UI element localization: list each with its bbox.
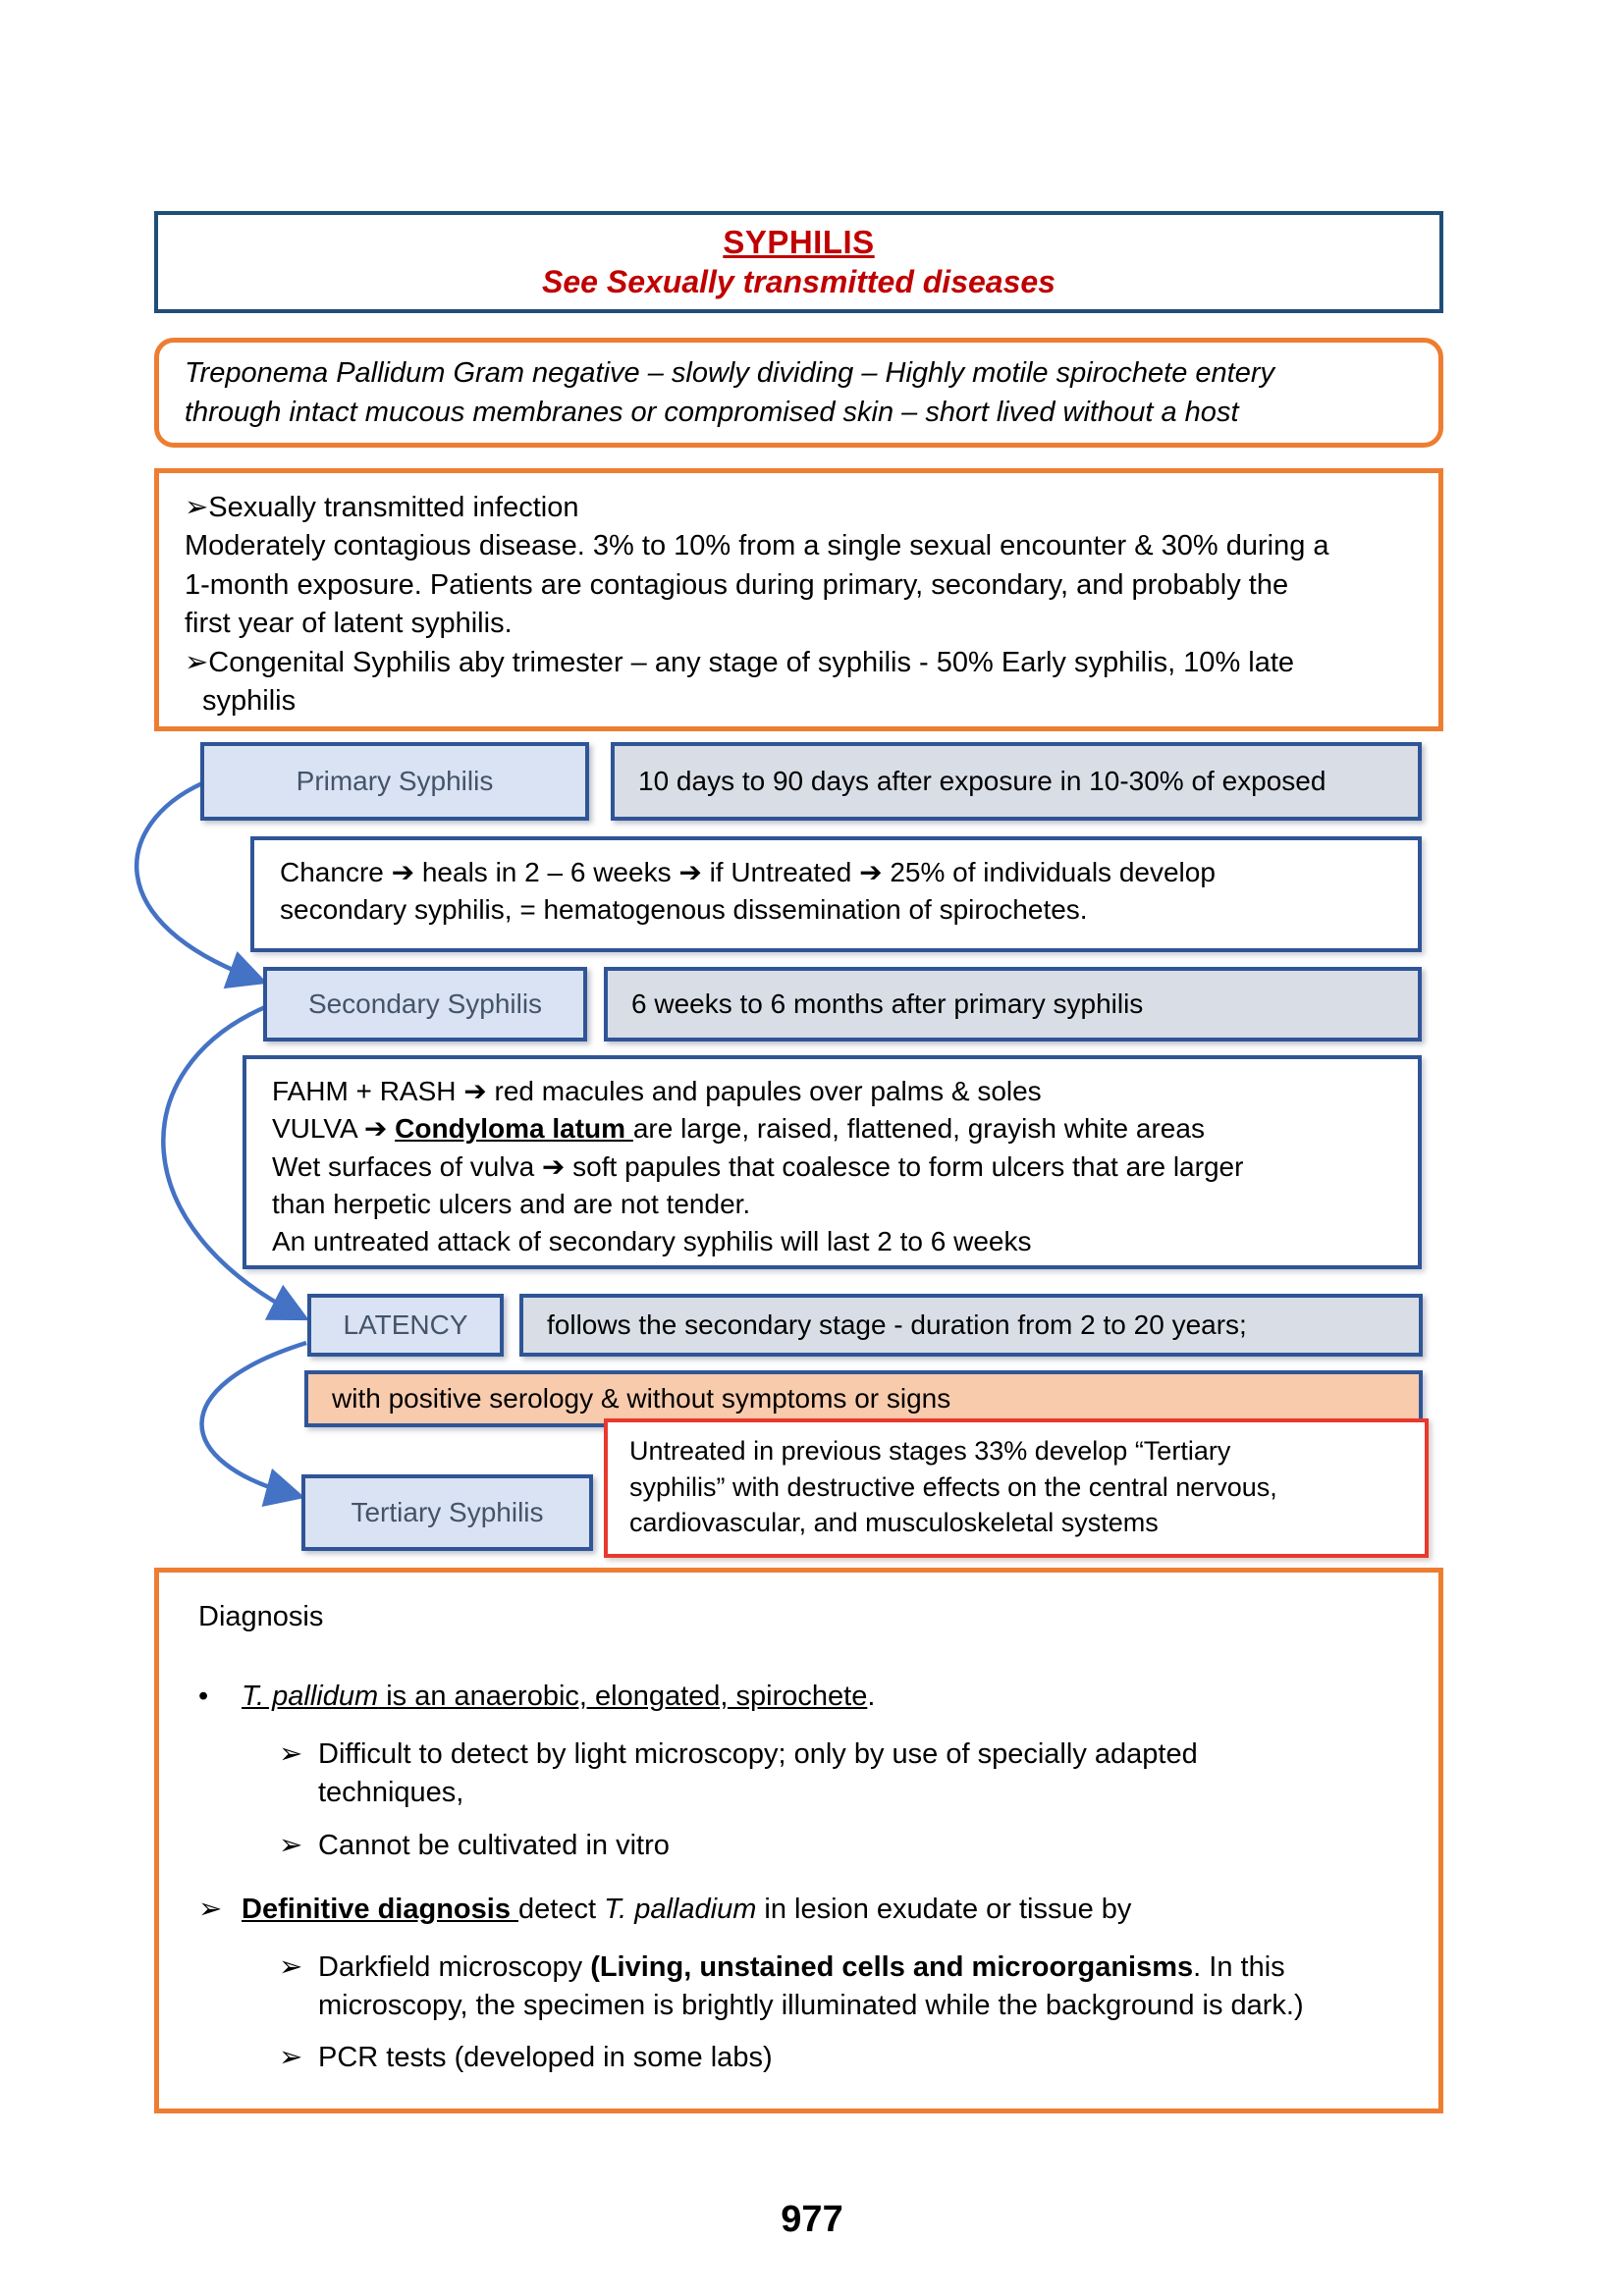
- stage-label-latency: [307, 1294, 504, 1357]
- primary-detail-text: Chancre ➔ heals in 2 – 6 weeks ➔ if Untreated ➔ 25% of individuals develop secondary syphilis, = hematogenous dissemination of spirochetes.: [280, 857, 1216, 926]
- page-title: SYPHILIS: [723, 224, 875, 260]
- dot-bullet-icon: •: [198, 1681, 209, 1713]
- stage-label-primary-syphilis: [200, 742, 589, 821]
- diagnosis-bullet-definitive: [198, 1891, 1399, 1929]
- stage-timing-latency: [519, 1294, 1423, 1357]
- stage-label-secondary-text: Secondary Syphilis: [307, 988, 543, 1019]
- arrow-bullet-icon: ➢: [279, 1829, 303, 1861]
- stage-timing-primary: [611, 742, 1422, 821]
- stage-timing-primary-text: 10 days to 90 days after exposure in 10-30% of exposed: [638, 766, 1326, 796]
- diagnosis-sub-difficult-detect: [279, 1735, 1399, 1812]
- diagnosis-sub-cannot-cultivate-text: Cannot be cultivated in vitro: [318, 1829, 670, 1861]
- secondary-detail-text: FAHM + RASH ➔ red macules and papules over palms & soles VULVA ➔ Condyloma latum are large, raised, flattened, grayish white areas Wet surfaces of vulva ➔ soft papules that coalesce to form ulcers that are larger than herpetic ulcers and are not tender. An untreated attack of secondary syphilis will last 2 to 6 weeks: [272, 1076, 1244, 1257]
- diagnosis-sub-darkfield-text: Darkfield microscopy (Living, unstained cells and microorganisms. In this microscopy, the specimen is brightly illuminated while the background is dark.): [318, 1950, 1304, 2021]
- title-box: [154, 211, 1443, 313]
- tertiary-detail-text: Untreated in previous stages 33% develop “Tertiary syphilis” with destructive effects on the central nervous, cardiovascular, and musculoskeletal systems: [629, 1436, 1277, 1538]
- epidemiology-line-2: Moderately contagious disease. 3% to 10% from a single sexual encounter & 30% during a 1-month exposure. Patients are contagious during primary, secondary, and probably the first year of latent syphilis.: [185, 530, 1329, 640]
- primary-detail-box: [250, 836, 1422, 952]
- stage-label-tertiary-syphilis: [301, 1474, 593, 1551]
- arrow-bullet-icon: ➢: [198, 1893, 223, 1925]
- stage-timing-secondary: [604, 967, 1422, 1041]
- connector-arrow-latency-to-tertiary-icon: [201, 1343, 306, 1495]
- organism-description-text: Treponema Pallidum Gram negative – slowly dividing – Highly motile spirochete entery through intact mucous membranes or compromised skin – short lived without a host: [185, 356, 1275, 428]
- stage-timing-secondary-text: 6 weeks to 6 months after primary syphilis: [631, 988, 1144, 1019]
- diagnosis-sub-cannot-cultivate: [279, 1827, 1399, 1865]
- latency-serology-text: with positive serology & without symptoms or signs: [332, 1383, 951, 1414]
- arrow-bullet-icon: ➢: [279, 2042, 303, 2074]
- stage-label-secondary-syphilis: [263, 967, 587, 1041]
- page-subtitle: See Sexually transmitted diseases: [542, 264, 1056, 299]
- diagnosis-bullet-definitive-text: Definitive diagnosis detect T. palladium in lesion exudate or tissue by: [242, 1893, 1132, 1925]
- diagnosis-sub-pcr: [279, 2039, 1399, 2077]
- epidemiology-line-1: ➢Sexually transmitted infection: [185, 492, 579, 523]
- epidemiology-box: [154, 468, 1443, 731]
- arrow-bullet-icon: ➢: [279, 1950, 303, 1983]
- epidemiology-line-3: ➢Congenital Syphilis aby trimester – any stage of syphilis - 50% Early syphilis, 10% late syphilis: [185, 646, 1295, 718]
- stage-label-tertiary-text: Tertiary Syphilis: [351, 1497, 544, 1527]
- secondary-detail-box: [243, 1055, 1422, 1269]
- diagnosis-sub-pcr-text: PCR tests (developed in some labs): [318, 2042, 773, 2074]
- arrow-bullet-icon: ➢: [279, 1738, 303, 1771]
- diagnosis-bullet-t-pallidum: [198, 1678, 1399, 1716]
- stage-label-latency-text: LATENCY: [343, 1309, 468, 1340]
- diagnosis-sub-difficult-detect-text: Difficult to detect by light microscopy; only by use of specially adapted techniques,: [318, 1738, 1198, 1809]
- tertiary-detail-box: [604, 1418, 1429, 1558]
- diagnosis-heading: Diagnosis: [198, 1601, 324, 1632]
- diagnosis-box: [154, 1568, 1443, 2113]
- page-number: 977: [781, 2199, 843, 2240]
- diagnosis-bullet-t-pallidum-text: T. pallidum is an anaerobic, elongated, spirochete.: [242, 1681, 876, 1713]
- stage-label-primary-text: Primary Syphilis: [296, 766, 494, 796]
- organism-description-box: [154, 338, 1443, 448]
- stage-timing-latency-text: follows the secondary stage - duration from 2 to 20 years;: [547, 1309, 1247, 1340]
- diagnosis-sub-darkfield: [279, 1949, 1399, 2025]
